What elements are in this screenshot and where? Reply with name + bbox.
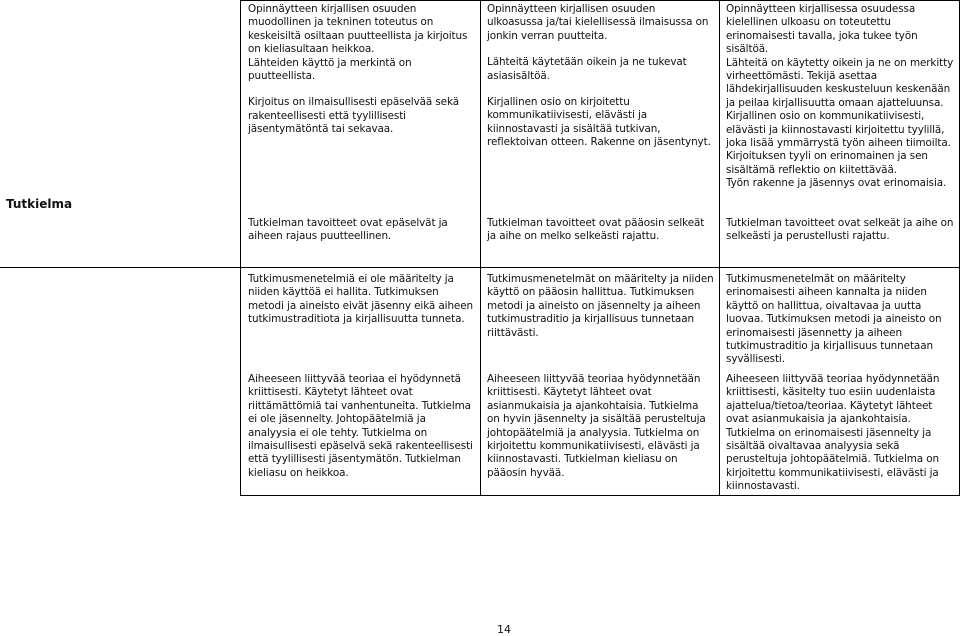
row2-col1-lower: Aiheeseen liittyvää teoriaa ei hyödynnetä kriittisesti. Käytetyt lähteet ovat riittämättömiä tai vanhentuneita. Tutkielma ei ole jäsennelty. Johtopäätelmiä ja analyysia ei ole tehty. Tutkielma on ilmaisullisesti epäselvä sekä rakenteellisesti että tyylillisesti jäsentymätön. Tutkielman kieliasu on heikkoa.	[248, 373, 473, 479]
column-divider	[719, 0, 720, 496]
row-label-tutkielma: Tutkielma	[6, 197, 73, 211]
row2-col3-upper: Tutkimusmenetelmät on määritelty erinomaisesti aiheen kannalta ja niiden käyttö on hallittua, oivaltavaa ja uutta luovaa. Tutkimuksen metodi ja aineisto on erinomaisesti jäsennetty ja aiheen tutkimustraditio ja kirjallisuus tunnetaan syvällisesti.	[726, 273, 942, 366]
row2-col2-upper: Tutkimusmenetelmät on määritelty ja niiden käyttö on pääosin hallittua. Tutkimuksen metodi ja aineisto on jäsennelty ja aiheen tutkimustraditio ja kirjallisuus tunnetaan riittävästi.	[487, 273, 714, 339]
row1-col3-upper	[726, 3, 956, 191]
table-bottom-border	[240, 495, 960, 496]
criterion-text: Opinnäytteen kirjallisessa osuudessa kielellinen ulkoasu on toteutettu erinomaisesti tavalla, joka tukee työn sisältöä.	[726, 3, 918, 56]
criterion-text: Opinnäytteen kirjallisen osuuden muodollinen ja tekninen toteutus on keskeisiltä osiltaan puutteellista ja kirjoitus on kieliasultaan heikkoa.	[248, 3, 468, 56]
criterion-text: Opinnäytteen kirjallisen osuuden ulkoasussa ja/tai kielellisessä ilmaisussa on jonkin verran puutteita.	[487, 3, 709, 42]
criterion-text: Lähteitä on käytetty oikein ja ne on merkitty virheettömästi. Tekijä asettaa lähdekirjallisuuden keskusteluun keskenään ja peilaa kirjallisuutta omaan ajatteluunsa.	[726, 56, 954, 109]
column-divider	[240, 0, 241, 496]
criterion-text: Työn rakenne ja jäsennys ovat erinomaisia.	[726, 177, 947, 190]
criterion-text: Kirjallinen osio on kommunikatiivisesti, elävästi ja kiinnostavasti kirjoitettu tyylillä, joka lisää ymmärrystä työn aiheen tiimoilta.	[726, 110, 951, 150]
column-divider	[480, 0, 481, 496]
row1-col1-upper	[248, 3, 474, 137]
table-top-border	[240, 0, 960, 1]
page-number: 14	[497, 623, 511, 636]
row1-col2-upper	[487, 3, 714, 150]
criterion-text: Kirjallinen osio on kirjoitettu kommunikatiivisesti, elävästi ja kiinnostavasti ja sisältää tutkivan, reflektoivan otteen. Rakenne on jäsentynyt.	[487, 96, 711, 149]
row2-col1-upper: Tutkimusmenetelmiä ei ole määritelty ja niiden käyttöä ei hallita. Tutkimuksen metodi ja aineisto eivät jäsenny eikä aiheen tutkimustraditiota ja kirjallisuutta tunneta.	[248, 273, 474, 326]
row1-col3-lower: Tutkielman tavoitteet ovat selkeät ja aihe on selkeästi ja perustellusti rajattu.	[726, 217, 954, 243]
criterion-text: Lähteiden käyttö ja merkintä on puutteellista.	[248, 56, 412, 83]
row2-col2-lower: Aiheeseen liittyvää teoriaa hyödynnetään kriittisesti. Käytetyt lähteet ovat asianmukaisia ja ajankohtaisia. Tutkielma on hyvin jäsennelty ja sisältää perusteltuja johtopäätelmiä ja analyysia. Tutkielma on kirjoitettu kommunikatiivisesti, elävästi ja kiinnostavasti. Tutkielman kieliasu on pääosin hyvää.	[487, 373, 706, 479]
criterion-text: Lähteitä käytetään oikein ja ne tukevat asiasisältöä.	[487, 56, 687, 82]
row1-col2-lower: Tutkielman tavoitteet ovat pääosin selkeät ja aihe on melko selkeästi rajattu.	[487, 217, 705, 243]
row1-col1-lower: Tutkielman tavoitteet ovat epäselvät ja aiheen rajaus puutteellinen.	[248, 217, 448, 243]
row2-col3-lower: Aiheeseen liittyvää teoriaa hyödynnetään kriittisesti, käsitelty tuo esiin uudenlaista ajattelua/tietoa/teoriaa. Käytetyt lähteet ovat asianmukaisia ja ajankohtaisia. Tutkielma on erinomaisesti jäsennelty ja sisältää oivaltavaa analyysia sekä perusteltuja johtopäätelmiä. Tutkielma on kirjoitettu kommunikatiivisesti, elävästi ja kiinnostavasti.	[726, 373, 940, 493]
criterion-text: Kirjoitus on ilmaisullisesti epäselvää sekä rakenteellisesti että tyylillisesti jäsentymätöntä tai sekavaa.	[248, 96, 459, 136]
criterion-text: Kirjoituksen tyyli on erinomainen ja sen sisältämä reflektio on kiitettävää.	[726, 150, 928, 176]
